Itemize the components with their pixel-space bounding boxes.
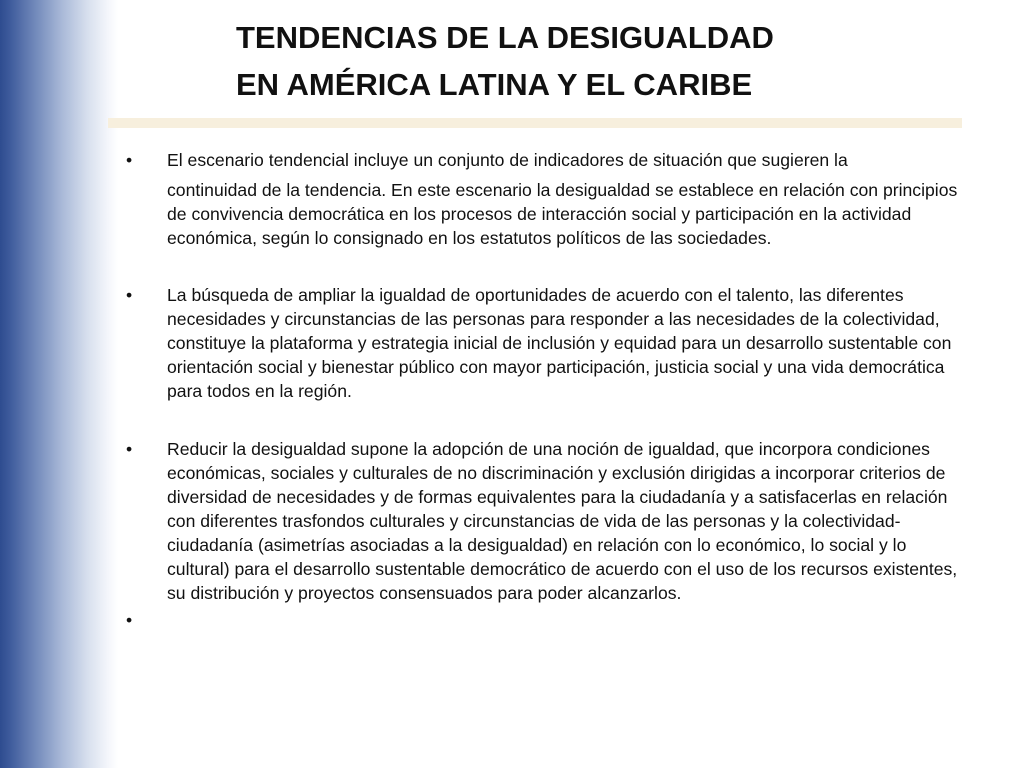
bullet-list: [120, 148, 970, 632]
title-divider: [108, 118, 962, 128]
bullet-item: [120, 148, 970, 250]
bullet-text: Reducir la desigualdad supone la adopción de una noción de igualdad, que incorpora condiciones económicas, sociales y culturales de no discriminación y exclusión dirigidas a incorporar criterios de diversidad de necesidades y de formas equivalentes para la ciudadanía y a satisfacerlas en relación con diferentes trasfondos culturales y circunstancias de vida de las personas y la colectividad-ciudadanía (asimetrías asociadas a la desigualdad) en relación con lo económico, lo social y lo cultural) para el desarrollo sustentable democrático de acuerdo con el uso de los recursos existentes, su distribución y proyectos consensuados para poder alcanzarlos.: [167, 439, 958, 603]
slide-title: [236, 14, 774, 108]
bullet-item: [120, 437, 970, 605]
bullet-marker: •: [126, 150, 133, 170]
title-line-1: TENDENCIAS DE LA DESIGUALDAD: [236, 20, 774, 55]
bullet-marker: •: [126, 285, 133, 305]
bullet-text: La búsqueda de ampliar la igualdad de oportunidades de acuerdo con el talento, las diferentes necesidades y circunstancias de las personas para responder a las necesidades de la colectividad, constituye la plataforma y estrategia inicial de inclusión y equidad para un desarrollo sustentable con orientación social y bienestar público con mayor participación, justicia social y una vida democrática para todos en la región.: [167, 285, 952, 401]
title-line-2: EN AMÉRICA LATINA Y EL CARIBE: [236, 67, 753, 102]
bullet-marker: •: [126, 610, 133, 630]
bullet-marker: •: [126, 439, 133, 459]
bullet-text-first-line: El escenario tendencial incluye un conjunto de indicadores de situación que sugieren la: [167, 150, 848, 170]
left-gradient-band: [0, 0, 118, 768]
bullet-item: [120, 283, 970, 403]
bullet-text-continued: continuidad de la tendencia. En este escenario la desigualdad se establece en relación con principios de convivencia democrática en los procesos de interacción social y participación en la actividad económica, según lo consignado en los estatutos políticos de las sociedades.: [167, 180, 958, 248]
bullet-item-empty: [120, 608, 970, 632]
